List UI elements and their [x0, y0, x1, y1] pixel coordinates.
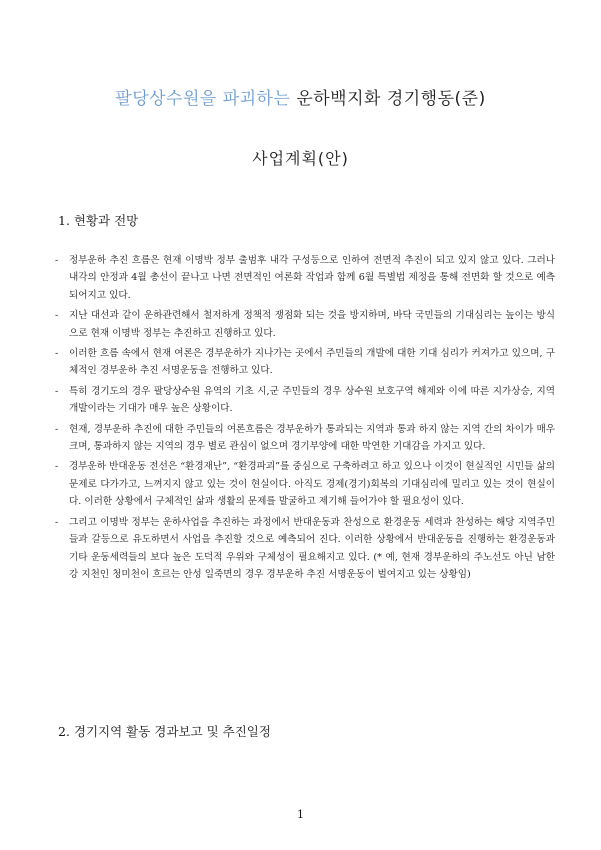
list-item: [55, 383, 555, 418]
bullet-marker: -: [55, 516, 59, 528]
bullet-list: [55, 252, 555, 586]
bullet-text: 지난 대선과 같이 운하관련해서 철저하게 정책적 쟁점화 되는 것을 방지하며, 바닥 국민들의 기대심리는 높이는 방식으로 현재 이명박 정부는 추진하고 진행하고 있다.: [69, 310, 555, 339]
list-item: [55, 458, 555, 510]
section-heading-status: 1. 현황과 전망: [58, 213, 139, 228]
document-subtitle: 사업계획(안): [252, 149, 349, 168]
list-item: [55, 421, 555, 456]
bullet-text: 이러한 흐름 속에서 현재 여론은 경부운하가 지나가는 곳에서 주민들의 개발에 대한 기대 심리가 커져가고 있으며, 구체적인 경부운하 추진 서명운동을 전행하고 있다.: [69, 348, 555, 377]
bullet-text: 경부운하 반대운동 전선은 “환경재난”, “환경파괴”를 중심으로 구축하려고 하고 있으나 이것이 현실적인 시민들 삶의 문제로 다가가고, 느껴지지 않고 있는 것이 현실이다. 아직도 경제(경기)회복의 기대심리에 밀리고 있는 것이 현실이다. 이러한 상황에서 구체적인 삶과 생활의 문제를 발굴하고 제기해 들어가야 할 필요성이 있다.: [69, 461, 555, 508]
bullet-marker: -: [55, 461, 59, 473]
bullet-text: 현재, 경부운하 추진에 대한 주민들의 여론흐름은 경부운하가 통과되는 지역과 통과 하지 않는 지역 간의 차이가 매우 크며, 통과하지 않는 지역의 경우 별로 관심이 없으며 경기부양에 대한 막연한 기대감을 가지고 있다.: [69, 423, 555, 453]
bullet-text: 정부운하 추진 흐름은 현재 이명박 정부 출범후 내각 구성등으로 인하여 전면적 추진이 되고 있지 않고 있다. 그러나 내각의 안정과 4월 총선이 끝나고 나면 전면적인 여론화 작업과 함께 6월 특별법 제정을 통해 전면화 할 것으로 예측되어지고 있다.: [69, 255, 555, 301]
bullet-marker: -: [55, 255, 59, 266]
list-item: [55, 514, 555, 584]
bullet-marker: -: [55, 310, 59, 322]
bullet-text: 특히 경기도의 경우 팔당상수원 유역의 기초 시,군 주민들의 경우 상수원 보호구역 해제와 이에 따른 지가상승, 지역개발이라는 기대가 매우 높은 상황이다.: [69, 385, 555, 415]
title-rest-text: 운하백지화 경기행동(준): [296, 89, 486, 109]
bullet-text: 그리고 이명박 정부는 운하사업을 추진하는 과정에서 반대운동과 찬성으로 환경운동 세력과 찬성하는 해당 지역주민들과 갈등으로 유도하면서 사업을 추진할 것으로 예측되어 진다. 이러한 상황에서 반대운동을 진행하는 환경운동과 기타 운동세력들의 보다 높은 도덕적 우위와 구체성이 필요해지고 있다. (* 예, 현재 경부운하의 주노선도 아닌 남한강 지천인 청미천이 흐르는 안성 일죽면의 경우 경부운하 추진 서명운동이 벌여지고 있는 상황임): [69, 516, 555, 580]
bullet-marker: -: [55, 423, 59, 435]
bullet-marker: -: [55, 385, 59, 397]
bullet-marker: -: [55, 348, 59, 360]
list-item: [55, 252, 555, 304]
list-item: [55, 345, 555, 380]
list-item: [55, 307, 555, 342]
page-number: 1: [297, 808, 304, 821]
section-heading-activity: 2. 경기지역 활동 경과보고 및 추진일정: [58, 724, 271, 739]
title-accent-text: 팔당상수원을 파괴하는: [115, 89, 291, 109]
document-title: [0, 84, 601, 109]
